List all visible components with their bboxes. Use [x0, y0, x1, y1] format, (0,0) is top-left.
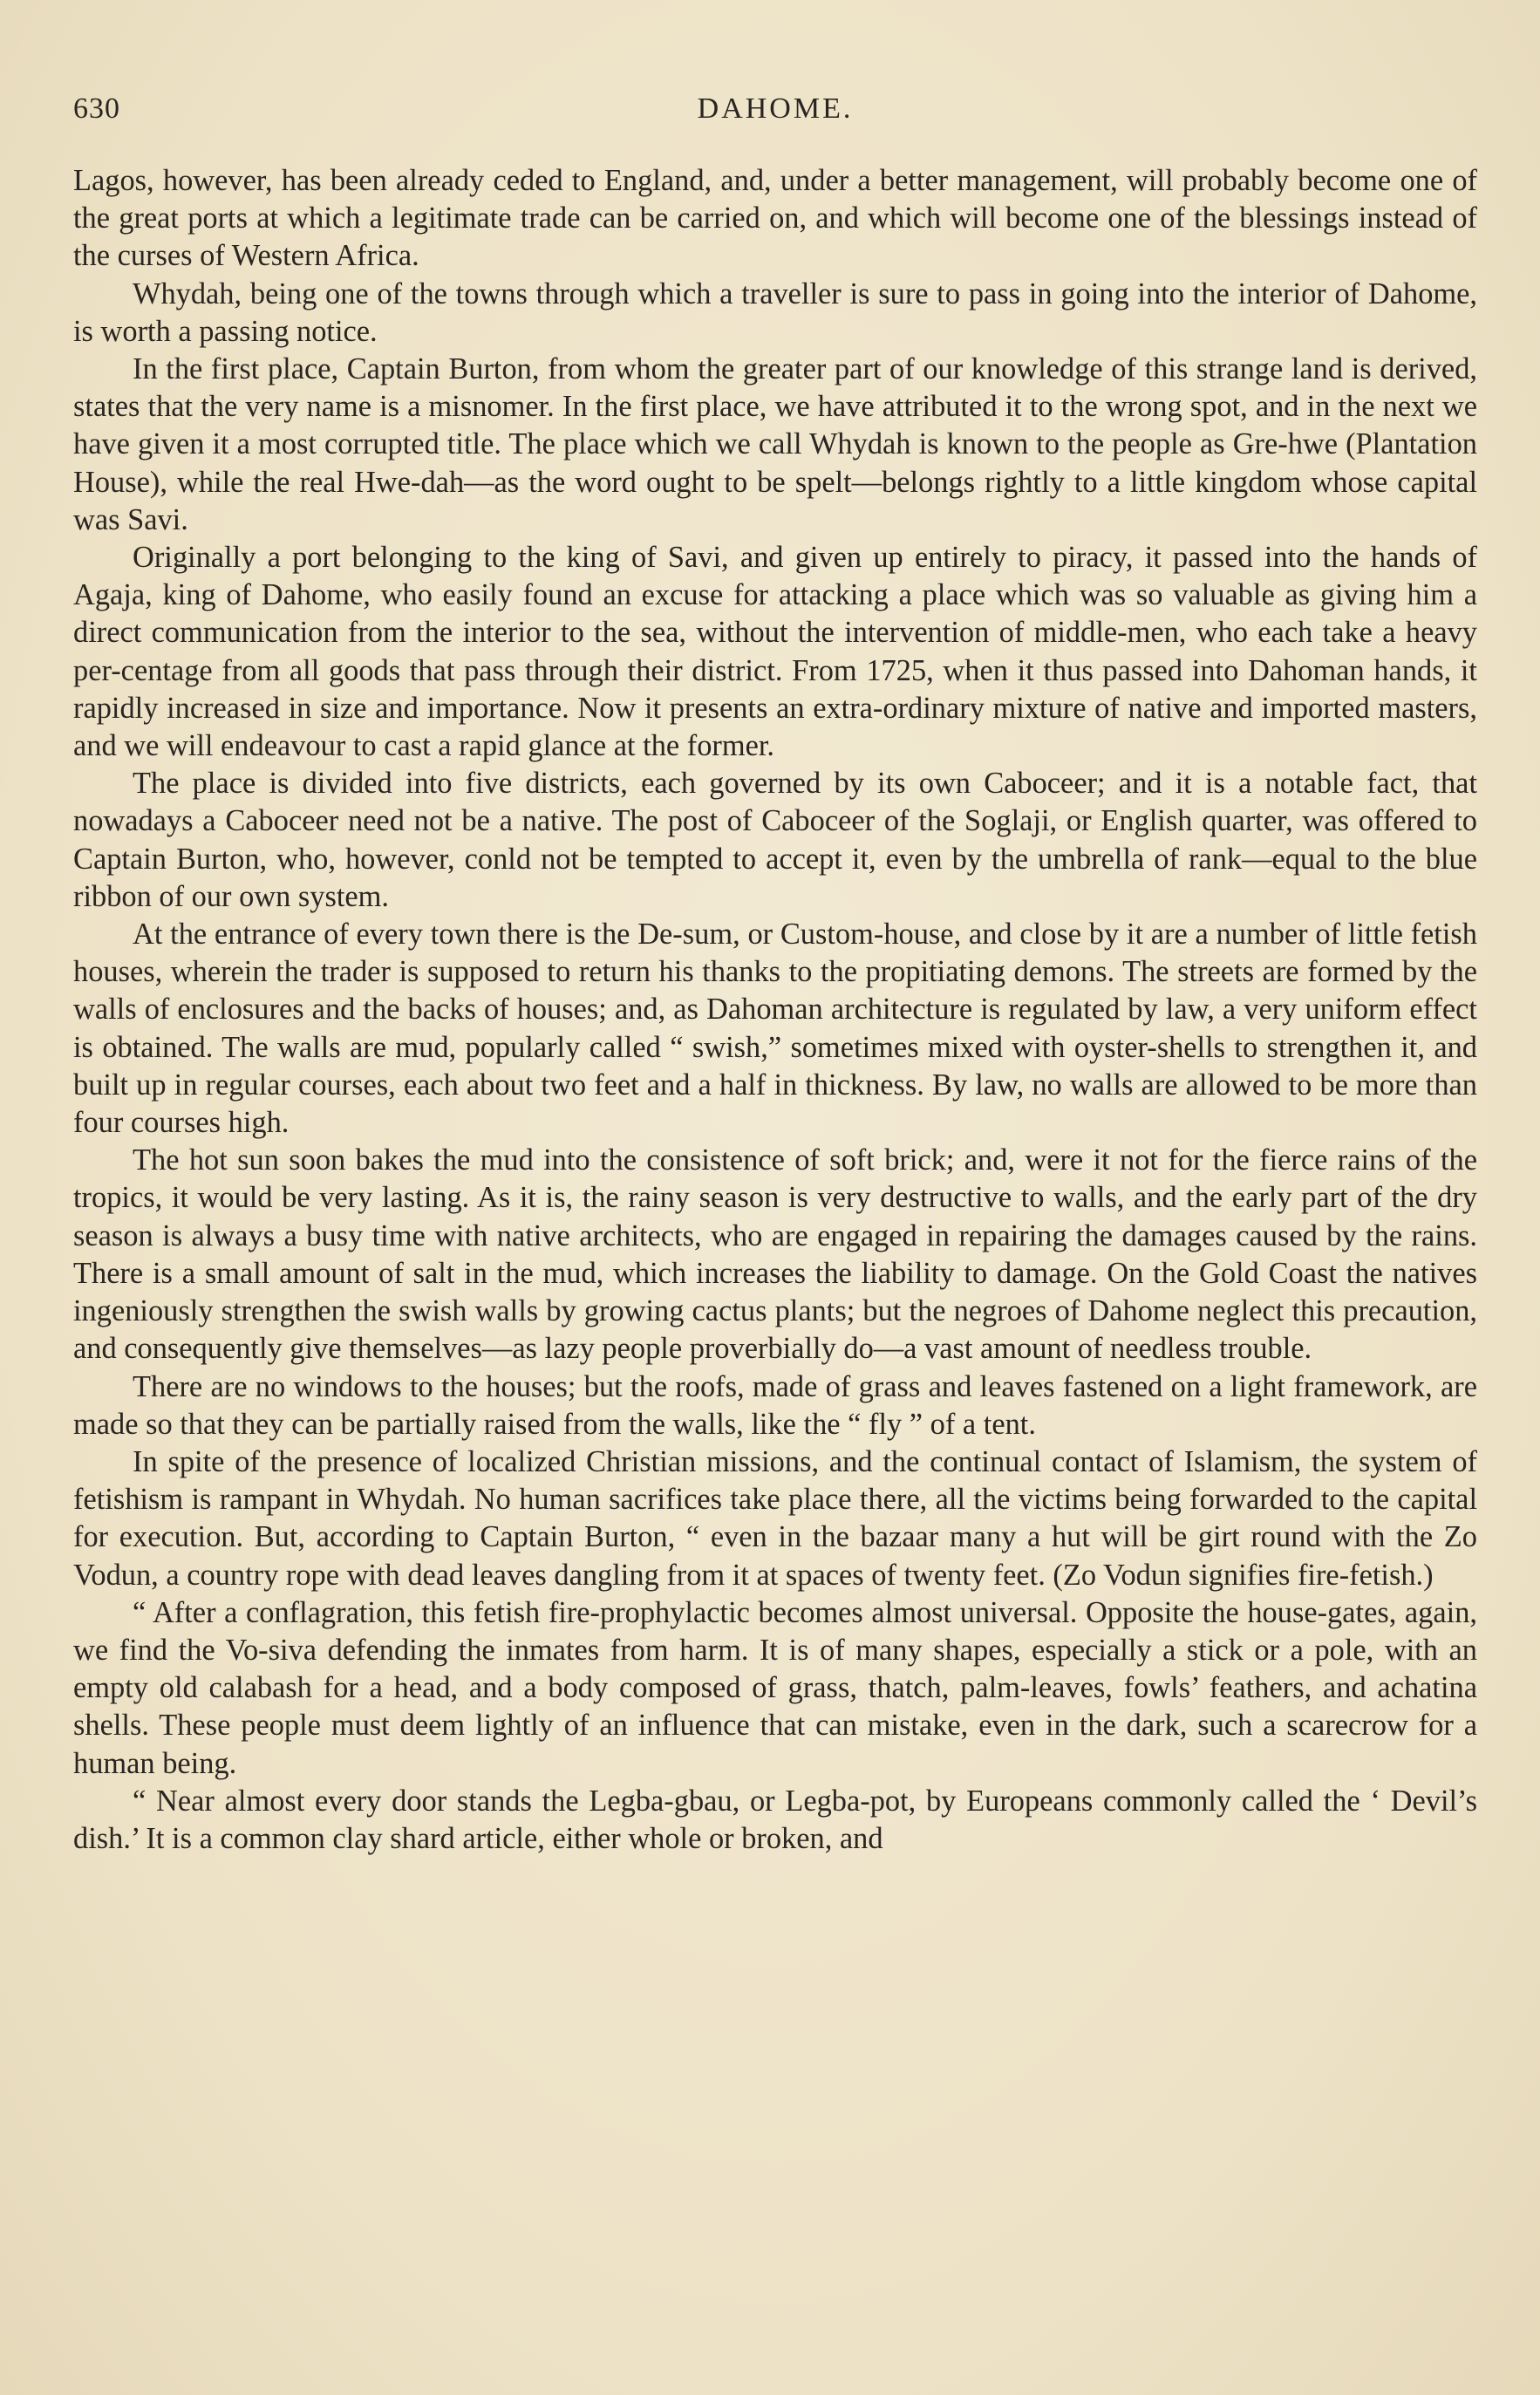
page-number: 630 — [73, 92, 120, 125]
paragraph: There are no windows to the houses; but the roofs, made of grass and leaves fastened on a light framework, are made so that they can be partially raised from the walls, like the “ fly ” of a tent. — [73, 1369, 1477, 1441]
page-header — [73, 85, 1477, 138]
paragraph: In spite of the presence of localized Christian missions, and the continual contact of Islamism, the system of fetishism is rampant in Whydah. No human sacrifices take place there, all the victims being forwarded to the capital for execution. But, according to Captain Burton, “ even in the bazaar many a hut will be girt round with the Zo Vodun, a country rope with dead leaves dangling from it at spaces of twenty feet. (Zo Vodun signifies fire-fetish.) — [73, 1444, 1477, 1592]
body-text — [73, 162, 1477, 1858]
paragraph: “ After a conflagration, this fetish fire-prophylactic becomes almost universal. Opposite the house-gates, again, we find the Vo-siva defending the inmates from harm. It is of many shapes, especially a stick or a pole, with an empty old calabash for a head, and a body composed of grass, thatch, palm-leaves, fowls’ feathers, and achatina shells. These people must deem lightly of an influence that can mistake, even in the dark, such a scarecrow for a human being. — [73, 1595, 1477, 1780]
paragraph: At the entrance of every town there is the De-sum, or Custom-house, and close by it are a number of little fetish houses, wherein the trader is supposed to return his thanks to the propitiating demons. The streets are formed by the walls of enclosures and the backs of houses; and, as Dahoman architecture is regulated by law, a very uniform effect is obtained. The walls are mud, popularly called “ swish,” sometimes mixed with oyster-shells to strengthen it, and built up in regular courses, each about two feet and a half in thickness. By law, no walls are allowed to be more than four courses high. — [73, 918, 1477, 1140]
paragraph: “ Near almost every door stands the Legba-gbau, or Legba-pot, by Europeans commonly called the ‘ Devil’s dish.’ It is a common clay shard article, either whole or broken, and — [73, 1784, 1477, 1855]
paragraph: Originally a port belonging to the king of Savi, and given up entirely to piracy, it passed into the hands of Agaja, king of Dahome, who easily found an excuse for attacking a place which was so valuable as giving him a direct communication from the interior to the sea, without the intervention of middle-men, who each take a heavy per-centage from all goods that pass through their district. From 1725, when it thus passed into Dahoman hands, it rapidly increased in size and importance. Now it presents an extra-ordinary mixture of native and imported masters, and we will endeavour to cast a rapid glance at the former. — [73, 541, 1477, 763]
paragraph: Whydah, being one of the towns through which a traveller is sure to pass in going into the interior of Dahome, is worth a passing notice. — [73, 276, 1477, 348]
paragraph: The hot sun soon bakes the mud into the consistence of soft brick; and, were it not for the fierce rains of the tropics, it would be very lasting. As it is, the rainy season is very destructive to walls, and the early part of the dry season is always a busy time with native architects, who are engaged in repairing the damages caused by the rains. There is a small amount of salt in the mud, which increases the liability to damage. On the Gold Coast the natives ingeniously strengthen the swish walls by growing cactus plants; but the negroes of Dahome neglect this precaution, and consequently give themselves—as lazy people proverbially do—a vast amount of needless trouble. — [73, 1143, 1477, 1366]
paragraph: In the first place, Captain Burton, from whom the greater part of our knowledge of this strange land is derived, states that the very name is a misnomer. In the first place, we have attributed it to the wrong spot, and in the next we have given it a most corrupted title. The place which we call Whydah is known to the people as Gre-hwe (Plantation House), while the real Hwe-dah—as the word ought to be spelt—belongs rightly to a little kingdom whose capital was Savi. — [73, 352, 1477, 536]
paragraph: Lagos, however, has been already ceded to England, and, under a better management, will probably become one of the great ports at which a legitimate trade can be carried on, and which will become one of the blessings instead of the curses of Western Africa. — [73, 164, 1477, 273]
paragraph: The place is divided into five districts, each governed by its own Caboceer; and it is a notable fact, that nowadays a Caboceer need not be a native. The post of Caboceer of the Soglaji, or English quarter, was offered to Captain Burton, who, however, conld not be tempted to accept it, even by the umbrella of rank—equal to the blue ribbon of our own system. — [73, 767, 1477, 913]
running-title: DAHOME. — [697, 92, 854, 125]
